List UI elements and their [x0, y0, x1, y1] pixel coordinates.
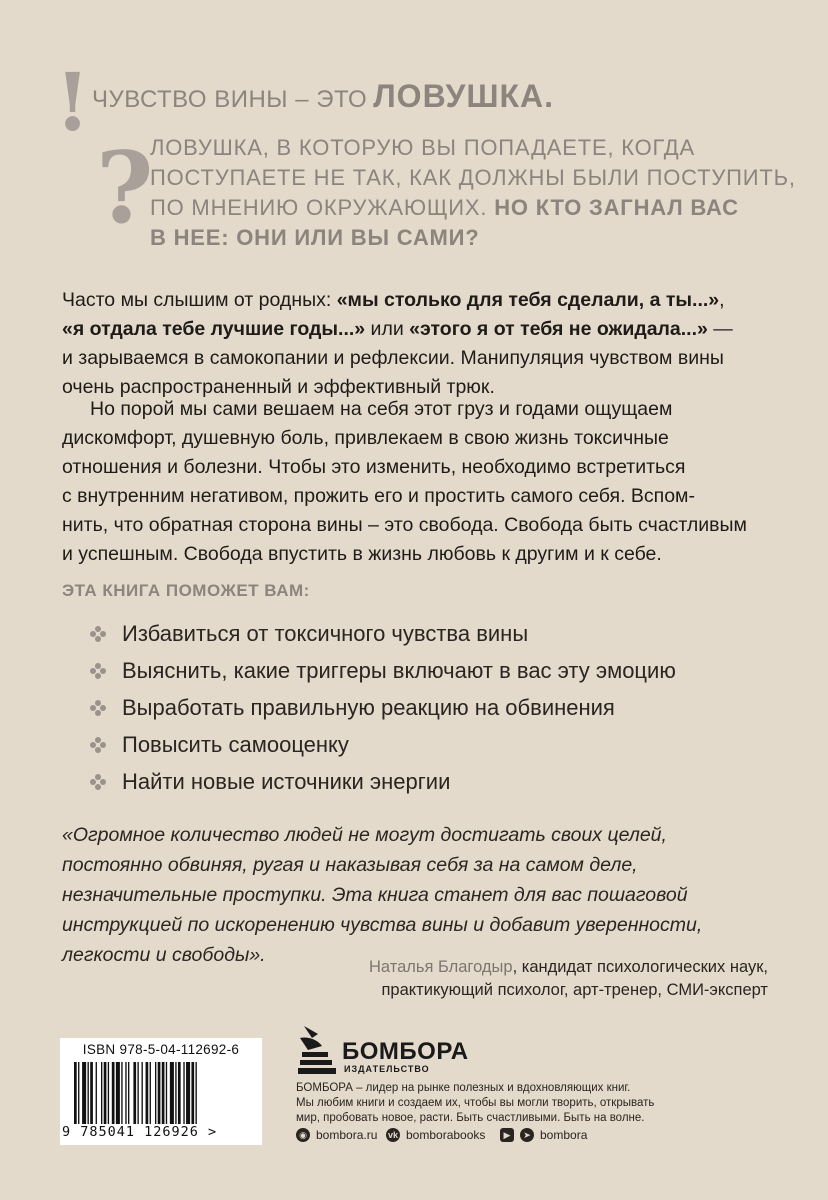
vk-link[interactable]: [386, 1128, 485, 1142]
benefit-item: [90, 766, 450, 798]
quote-line-5: легкости и свободы».: [62, 944, 266, 966]
intro-paragraph: [62, 286, 768, 402]
quote-line-3: незначительные проступки. Эта книга станет для вас пошаговой: [62, 884, 688, 906]
quote-attribution-1: [369, 958, 768, 977]
header-line-2: ЛОВУШКА, В КОТОРУЮ ВЫ ПОПАДАЕТЕ, КОГДА: [150, 135, 695, 160]
main-paragraph: [62, 395, 768, 569]
quote-line-4: инструкцией по искоренению чувства вины и добавит уверенности,: [62, 914, 703, 936]
benefits-title: ЭТА КНИГА ПОМОЖЕТ ВАМ:: [62, 581, 310, 600]
benefit-item: [90, 618, 528, 650]
flower-bullet-icon: [90, 700, 106, 716]
vk-label: bomborabooks: [406, 1128, 486, 1142]
header-title: [92, 78, 554, 115]
benefit-item: [90, 655, 676, 687]
exclamation-mark: !: [55, 55, 91, 149]
barcode-bars: [74, 1062, 250, 1124]
bombora-logo-icon: [298, 1024, 338, 1080]
benefit-label: Повысить самооценку: [122, 732, 349, 757]
barcode: [60, 1038, 262, 1145]
main-line-2: дискомфорт, душевную боль, привлекаем в свою жизнь токсичные: [62, 427, 669, 449]
header-title-bold: ЛОВУШКА.: [373, 78, 555, 114]
intro-text: Часто мы слышим от родных:: [62, 289, 337, 311]
header-line-4: [150, 195, 810, 221]
intro-line-2: [62, 315, 768, 344]
publisher-desc-3: мир, пробовать новое, расти. Быть счастливыми. Быть на волне.: [296, 1112, 645, 1124]
main-line-5: нить, что обратная сторона вины – это свобода. Свобода быть счастливым: [62, 514, 747, 536]
header-line-5: [150, 225, 810, 251]
intro-quote-3: «этого я от тебя не ожидала...»: [409, 318, 708, 340]
website-link[interactable]: [296, 1128, 377, 1142]
benefit-label: Выработать правильную реакцию на обвинения: [122, 695, 615, 720]
intro-dash: —: [707, 318, 733, 340]
header-title-regular: ЧУВСТВО ВИНЫ – ЭТО: [92, 86, 368, 113]
publisher-desc-2: Мы любим книги и создаем их, чтобы вы могли творить, открывать: [296, 1097, 655, 1109]
youtube-icon: ▶: [500, 1128, 514, 1142]
publisher-name: БОМБОРА: [342, 1038, 469, 1065]
header-line-4-regular: ПО МНЕНИЮ ОКРУЖАЮЩИХ.: [150, 195, 488, 220]
benefit-label: Найти новые источники энергии: [122, 769, 451, 794]
main-line-3: отношения и болезни. Чтобы это изменить, необходимо встретиться: [62, 456, 686, 478]
testimonial-quote: [62, 820, 768, 970]
intro-quote-1: «мы столько для тебя сделали, а ты...»: [336, 289, 720, 311]
benefit-label: Избавиться от токсичного чувства вины: [122, 621, 529, 646]
quote-attribution-2: практикующий психолог, арт-тренер, СМИ-эксперт: [381, 981, 768, 999]
vk-icon: vk: [387, 1130, 398, 1140]
intro-comma: ,: [719, 289, 725, 311]
quote-author: Наталья Благодыр: [368, 958, 513, 976]
quote-line-2: постоянно обвиняя, ругая и наказывая себя за на самом деле,: [62, 854, 638, 876]
intro-quote-2: «я отдала тебе лучшие годы...»: [62, 318, 366, 340]
header-line-4-bold: НО КТО ЗАГНАЛ ВАС: [494, 195, 739, 220]
social-link[interactable]: [500, 1128, 587, 1142]
main-line-4: с внутренним негативом, прожить его и простить самого себя. Вспом-: [62, 485, 695, 507]
publisher-subtitle: ИЗДАТЕЛЬСТВО: [344, 1064, 430, 1074]
main-line-6: и успешным. Свобода впустить в жизнь любовь к другим и к себе.: [62, 543, 662, 565]
publisher-desc-1: БОМБОРА – лидер на рынке полезных и вдохновляющих книг.: [296, 1082, 631, 1094]
flower-bullet-icon: [90, 774, 106, 790]
quote-line-1: «Огромное количество людей не могут достигать своих целей,: [62, 824, 667, 846]
barcode-digits: 9 785041 126926 >: [62, 1124, 218, 1140]
question-mark: ?: [96, 131, 154, 246]
telegram-icon: ➤: [520, 1128, 534, 1142]
benefit-item: [90, 729, 349, 761]
header-line-5-bold: В НЕЕ: ОНИ ИЛИ ВЫ САМИ?: [150, 225, 480, 250]
benefit-label: Выяснить, какие триггеры включают в вас эту эмоцию: [122, 658, 676, 683]
globe-icon: ◉: [296, 1128, 310, 1142]
main-line-1: Но порой мы сами вешаем на себя этот груз и годами ощущаем: [90, 398, 673, 420]
intro-line-1: [62, 286, 768, 315]
website-label: bombora.ru: [316, 1128, 378, 1142]
isbn-text: ISBN 978-5-04-112692-6: [82, 1042, 240, 1057]
quote-author-role: , кандидат психологических наук,: [512, 958, 768, 976]
flower-bullet-icon: [90, 626, 106, 642]
flower-bullet-icon: [90, 737, 106, 753]
intro-line-4: очень распространенный и эффективный трюк.: [62, 376, 495, 398]
header-line-3: ПОСТУПАЕТЕ НЕ ТАК, КАК ДОЛЖНЫ БЫЛИ ПОСТУПИТЬ,: [150, 165, 796, 190]
intro-line-3: и зарываемся в самокопании и рефлексии. Манипуляция чувством вины: [62, 347, 724, 369]
benefit-item: [90, 692, 615, 724]
flower-bullet-icon: [90, 663, 106, 679]
intro-or: или: [365, 318, 410, 340]
social-label: bombora: [540, 1128, 588, 1142]
